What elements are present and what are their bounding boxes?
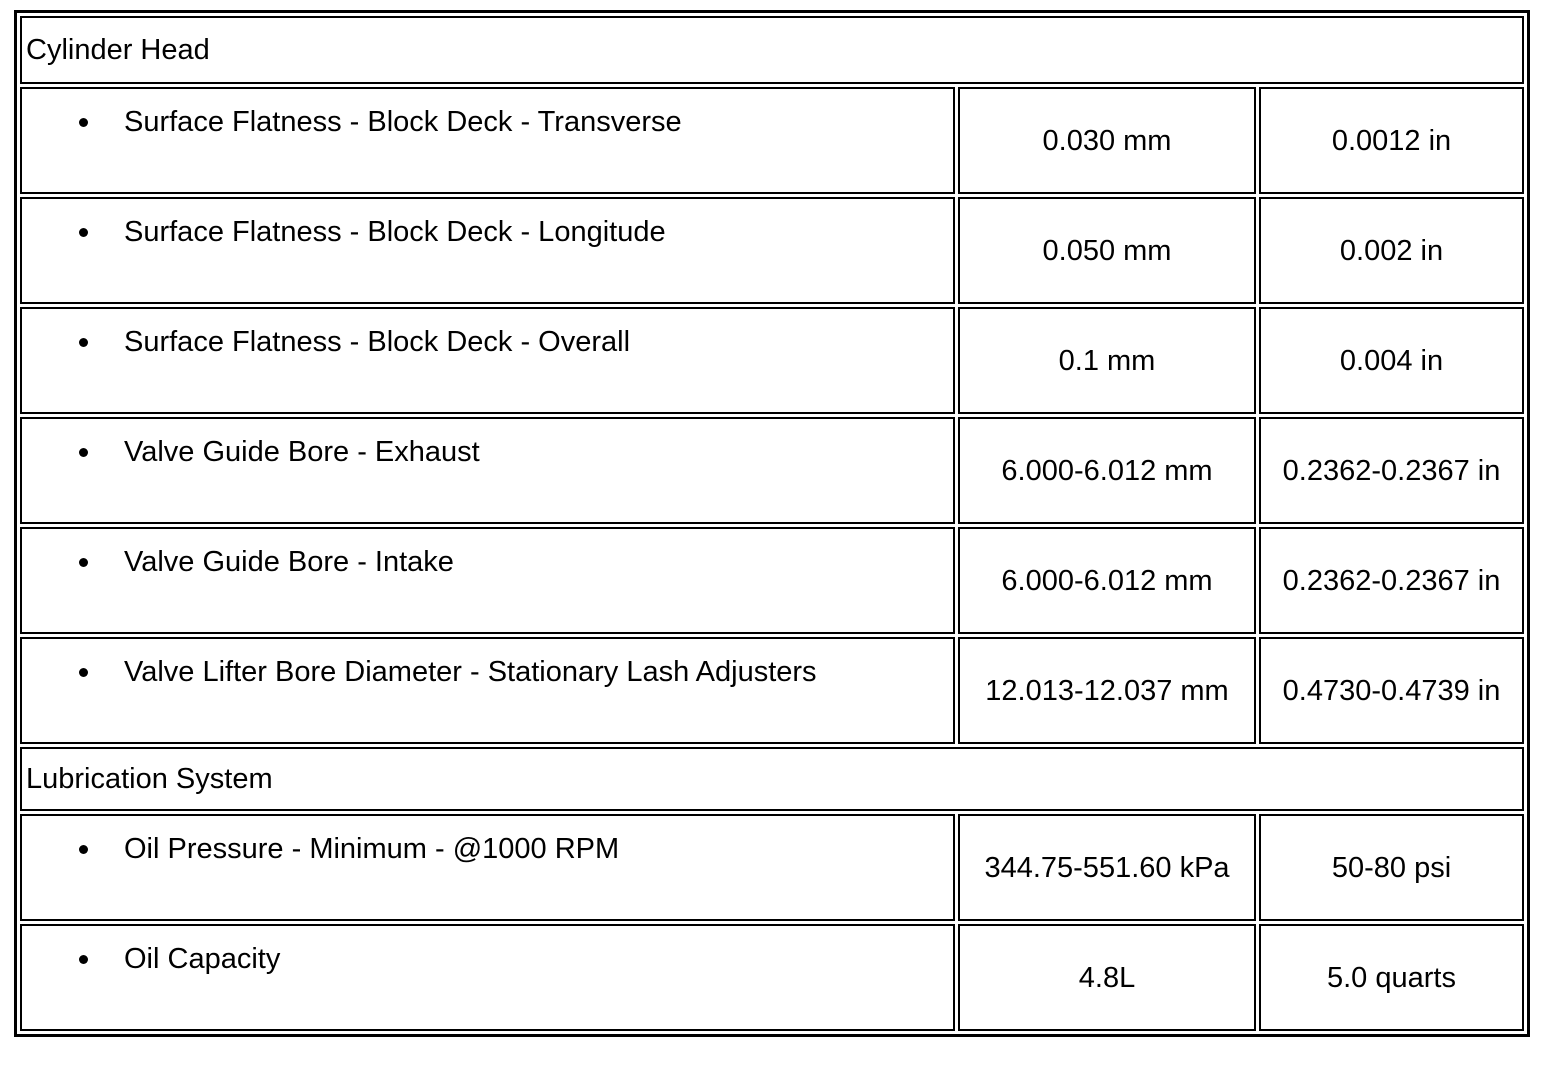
imperial-value-cell: 0.002 in: [1259, 197, 1524, 304]
imperial-value-cell: 0.0012 in: [1259, 87, 1524, 194]
spec-description-cell: [20, 417, 955, 524]
bullet-icon: [79, 448, 88, 457]
bullet-icon: [79, 955, 88, 964]
spec-row: [20, 197, 1524, 304]
specifications-table: [14, 10, 1530, 1037]
metric-value-cell: 12.013-12.037 mm: [958, 637, 1256, 744]
metric-value-cell: 4.8L: [958, 924, 1256, 1031]
metric-value-cell: 0.050 mm: [958, 197, 1256, 304]
spec-description-cell: [20, 924, 955, 1031]
specifications-table-container: [14, 10, 1530, 1037]
spec-description: Surface Flatness - Block Deck - Transverse: [124, 106, 682, 138]
metric-value-cell: 344.75-551.60 kPa: [958, 814, 1256, 921]
spec-description-cell: [20, 527, 955, 634]
section-header-row: [20, 16, 1524, 84]
spec-row: [20, 527, 1524, 634]
metric-value-cell: 6.000-6.012 mm: [958, 417, 1256, 524]
section-header-cylinder-head: Cylinder Head: [20, 16, 1524, 84]
spec-row: [20, 87, 1524, 194]
spec-description-cell: [20, 307, 955, 414]
metric-value-cell: 6.000-6.012 mm: [958, 527, 1256, 634]
section-header-row: [20, 747, 1524, 811]
spec-description: Valve Guide Bore - Exhaust: [124, 436, 480, 468]
bullet-icon: [79, 845, 88, 854]
spec-description: Valve Guide Bore - Intake: [124, 546, 454, 578]
imperial-value-cell: 0.2362-0.2367 in: [1259, 527, 1524, 634]
bullet-icon: [79, 558, 88, 567]
bullet-icon: [79, 228, 88, 237]
bullet-icon: [79, 668, 88, 677]
metric-value-cell: 0.030 mm: [958, 87, 1256, 194]
spec-description: Oil Capacity: [124, 943, 281, 975]
spec-row: [20, 814, 1524, 921]
imperial-value-cell: 0.2362-0.2367 in: [1259, 417, 1524, 524]
spec-row: [20, 924, 1524, 1031]
section-header-lubrication-system: Lubrication System: [20, 747, 1524, 811]
spec-description-cell: [20, 637, 955, 744]
spec-description: Surface Flatness - Block Deck - Longitude: [124, 216, 666, 248]
imperial-value-cell: 0.4730-0.4739 in: [1259, 637, 1524, 744]
spec-description: Valve Lifter Bore Diameter - Stationary Lash Adjusters: [124, 656, 817, 688]
spec-row: [20, 637, 1524, 744]
spec-description-cell: [20, 197, 955, 304]
bullet-icon: [79, 118, 88, 127]
imperial-value-cell: 5.0 quarts: [1259, 924, 1524, 1031]
spec-description: Surface Flatness - Block Deck - Overall: [124, 326, 631, 358]
spec-description-cell: [20, 87, 955, 194]
imperial-value-cell: 0.004 in: [1259, 307, 1524, 414]
spec-description: Oil Pressure - Minimum - @1000 RPM: [124, 833, 620, 865]
imperial-value-cell: 50-80 psi: [1259, 814, 1524, 921]
spec-row: [20, 417, 1524, 524]
spec-description-cell: [20, 814, 955, 921]
metric-value-cell: 0.1 mm: [958, 307, 1256, 414]
spec-row: [20, 307, 1524, 414]
bullet-icon: [79, 338, 88, 347]
